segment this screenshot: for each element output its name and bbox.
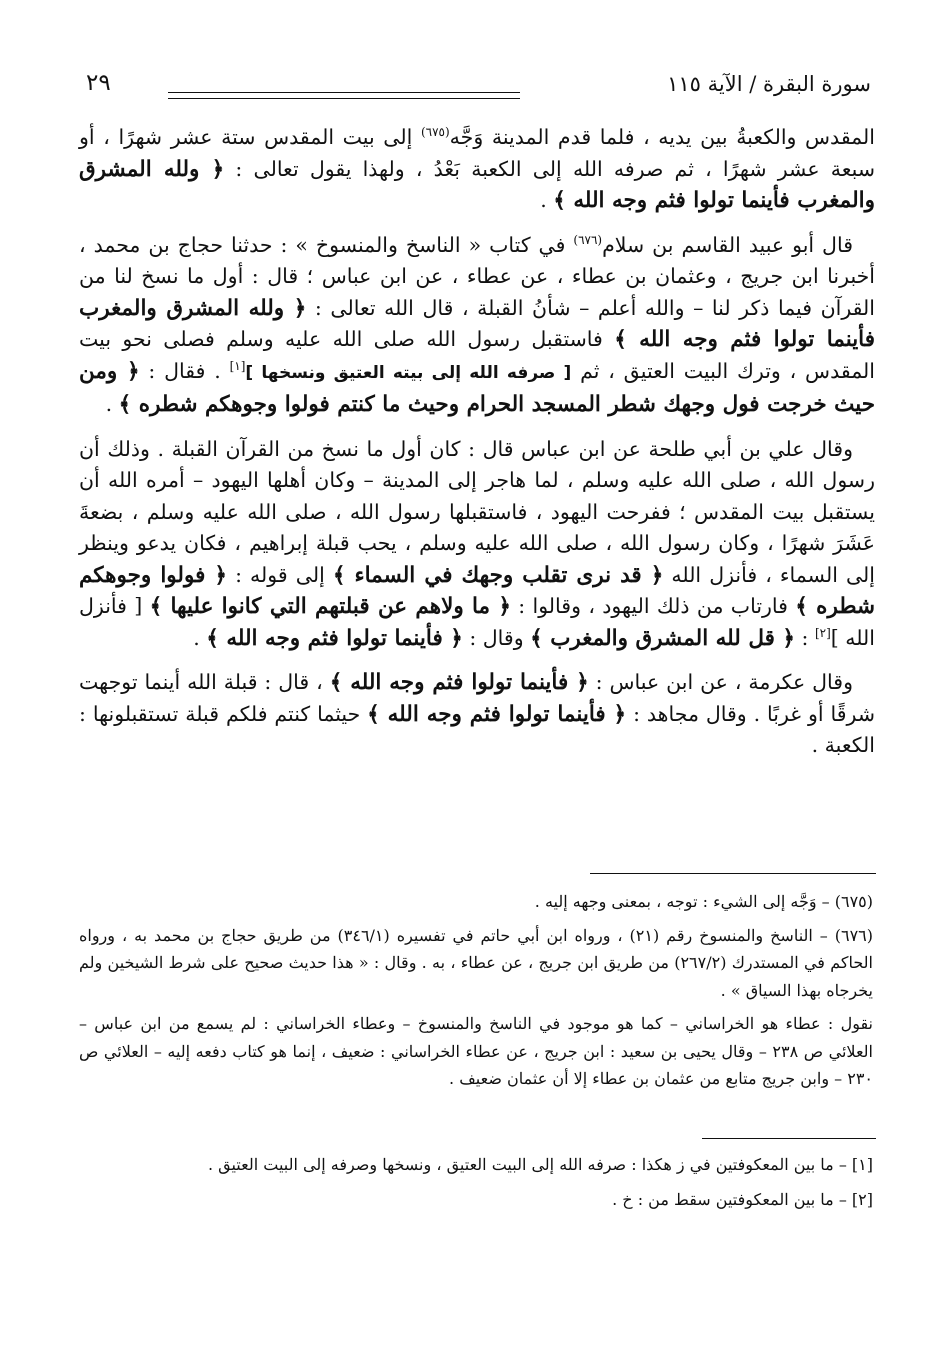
text: المقدس والكعبةُ بين يديه ، فلما قدم المدينة وَجَّه xyxy=(449,125,875,149)
footnote-676: (٦٧٦) – الناسخ والمنسوخ رقم (٢١) ، ورواه ابن أبي حاتم في تفسيره (٣٤٦/١) من طريق حجاج بن محمد به ، ورواه الحاكم في المستدرك (٢٦٧/٢) من طريق ابن جريج ، عن عطاء ، به . وقال : « هذا حديث صحيح على شرط الشيخين ولم يخرجاه بهذا السياق » . xyxy=(79,925,874,1000)
text: ، قال : قبلة الله أينما توجهت شرقًا أو غربًا . وقال مجاهد : xyxy=(79,670,875,726)
footnotes-numbered xyxy=(79,888,873,1099)
quran-verse: ﴿ ومن حيث خرجت فول وجهك شطر المسجد الحرام وحيث ما كنتم فولوا وجوهكم شطره ﴾ xyxy=(79,358,875,417)
paragraph-4 xyxy=(79,667,875,762)
text: . xyxy=(193,625,207,650)
header-rule-thin xyxy=(168,98,520,99)
text: إلى بيت المقدس ستة عشر شهرًا ، أو سبعة عشر شهرًا ، ثم صرفه الله إلى الكعبة بَعْدُ ، ولهذا يقول تعالى : xyxy=(79,125,876,181)
text: فارتاب من ذلك اليهود ، وقالوا : xyxy=(510,594,796,618)
text: في كتاب « الناسخ والمنسوخ » : حدثنا حجاج بن محمد ، أخبرنا ابن جريج ، وعثمان بن عطاء ، عن عطاء ، عن ابن عباس ؛ قال : أول ما نسخ لنا من القرآن فيما ذكر لنا – والله أعلم – شأنُ القبلة ، قال الله تعالى : xyxy=(79,232,875,320)
main-text xyxy=(79,122,875,775)
text: وقال عكرمة ، عن ابن عباس : xyxy=(588,670,853,694)
text: . xyxy=(540,188,554,212)
footnote-2: [٢] – ما بين المعكوفتين سقط من : خ . xyxy=(612,1190,873,1209)
footnote-ref-2: [٢] xyxy=(814,625,831,640)
paragraph-3 xyxy=(79,434,875,655)
footnotes-variants xyxy=(79,1150,873,1220)
footnote-1: [١] – ما بين المعكوفتين في ز هكذا : صرفه الله إلى البيت العتيق ، ونسخها وصرفه إلى البيت العتيق . xyxy=(207,1155,873,1174)
text: وقال : xyxy=(462,625,531,650)
quran-verse: ﴿ قد نرى تقلب وجهك في السماء ﴾ xyxy=(332,562,664,588)
paragraph-1 xyxy=(79,122,875,217)
paragraph-2 xyxy=(79,230,875,421)
text: : xyxy=(794,625,815,650)
quran-verse: ﴿ فأينما تولوا فثم وجه الله ﴾ xyxy=(206,625,463,651)
text: حيثما كنتم فلكم قبلة تستقبلونها : الكعبة . xyxy=(79,701,875,757)
text: . فقال : xyxy=(139,358,230,383)
quran-verse: ﴿ فأينما تولوا فثم وجه الله ﴾ xyxy=(329,670,589,695)
footnote-ref-1: [١] xyxy=(229,358,246,373)
footnote-675: (٦٧٥) – وَجَّه إلى الشيء : توجه ، بمعنى وجهه إليه . xyxy=(534,892,873,911)
quran-verse: ﴿ فولوا وجوهكم شطره ﴾ xyxy=(79,562,875,619)
footnote-note: نقول : عطاء هو الخراساني – كما هو موجود في الناسخ والمنسوخ – وعطاء الخراساني : لم يسمع من ابن عباس – العلائي ص ٢٣٨ – وقال يحيى بن سعيد : ابن جريج ، عن عطاء الخراساني : ضعيف ، إنما هو كتاب دفعه إليه – العلائي ص ٢٣٠ – وابن جريج متابع من عثمان بن عطاء إلا أن عثمان ضعيف . xyxy=(79,1014,874,1088)
quran-verse: ﴿ ما ولاهم عن قبلتهم التي كانوا عليها ﴾ xyxy=(149,594,511,619)
text: . xyxy=(105,392,119,416)
quran-verse: ﴿ فأينما تولوا فثم وجه الله ﴾ xyxy=(367,701,627,727)
page-number: ٢٩ xyxy=(86,70,111,96)
text: وقال علي بن أبي طلحة عن ابن عباس قال : كان أول ما نسخ من القرآن القبلة . وذلك أن رسول الله ، صلى الله عليه وسلم ، لما هاجر إلى المدينة – وكان أهلها اليهود – أمره الله أن يستقبل بيت المقدس ؛ ففرحت اليهود ، فاستقبلها رسول الله ، صلى الله عليه وسلم ، بضعةَ عَشَرَ شهرًا ، وكان رسول الله ، صلى الله عليه وسلم ، يحب قبلة إبراهيم ، فكان يدعو وينظر إلى السماء ، فأنزل الله xyxy=(79,436,875,587)
text: إلى قوله : xyxy=(227,562,333,587)
footnote-ref-676: (٦٧٦) xyxy=(573,232,603,247)
footnote-rule-variants xyxy=(702,1138,876,1139)
bracketed-insertion: [ فأنزل الله ] xyxy=(79,594,875,650)
footnote-rule xyxy=(590,873,876,874)
footnote-ref-675: (٦٧٥) xyxy=(420,125,450,140)
quran-verse: ﴿ ولله المشرق والمغرب فأينما تولوا فثم وجه الله ﴾ xyxy=(79,295,875,352)
text: فاستقبل رسول الله صلى الله عليه وسلم فصلى نحو بيت المقدس ، وترك البيت العتيق ، ثم xyxy=(79,327,875,383)
header-rule xyxy=(168,92,520,93)
quran-verse: ﴿ ولله المشرق والمغرب فأينما تولوا فثم وجه الله ﴾ xyxy=(79,156,875,213)
bracketed-insertion: [ صرفه الله إلى بيته العتيق ونسخها ] xyxy=(245,362,572,383)
running-header-title: سورة البقرة / الآية ١١٥ xyxy=(667,72,871,96)
text: قال أبو عبيد القاسم بن سلام xyxy=(602,232,854,257)
quran-verse: ﴿ قل لله المشرق والمغرب ﴾ xyxy=(530,625,795,651)
